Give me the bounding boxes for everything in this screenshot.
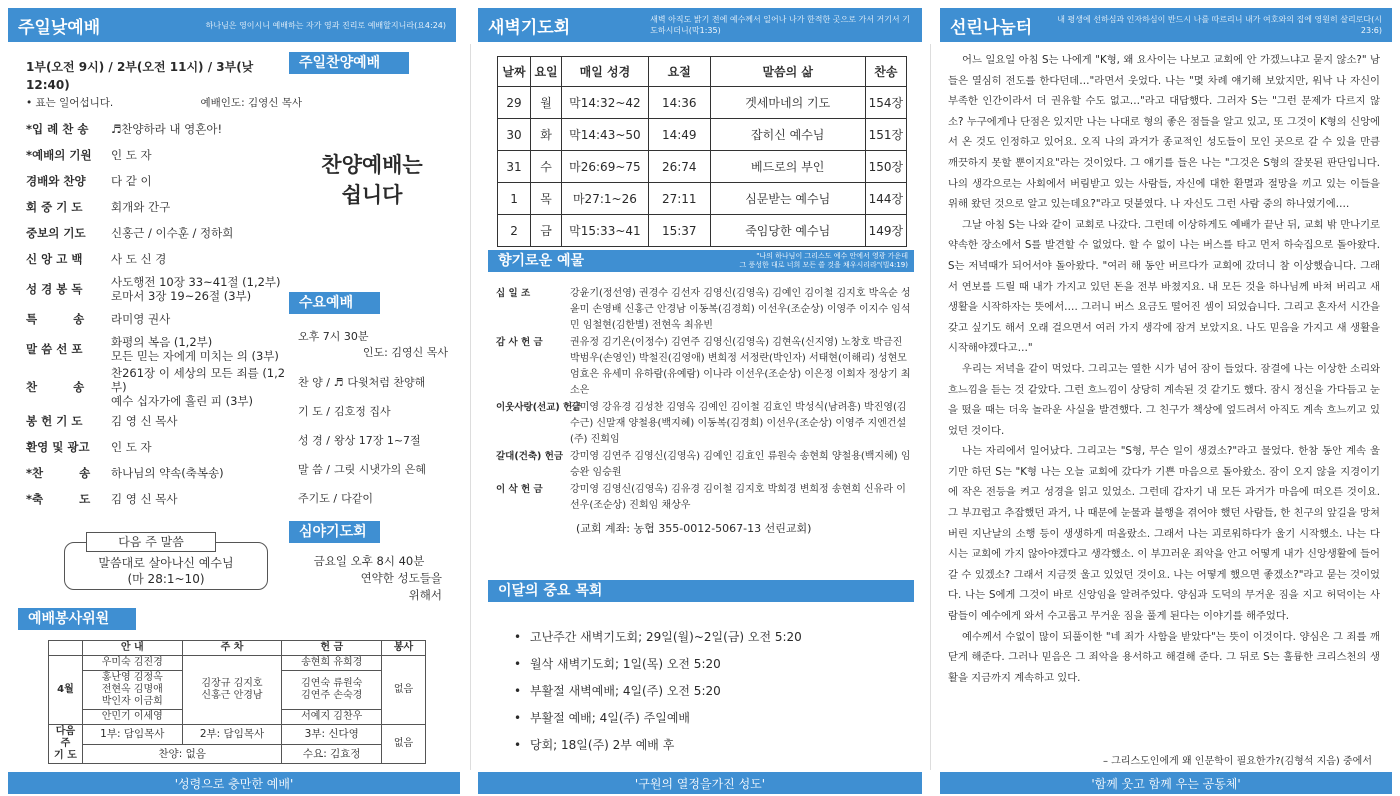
servers-month: 4월 bbox=[49, 656, 83, 725]
next-word-title: 다음 주 말씀 bbox=[86, 532, 216, 552]
night-text-1: 연약한 성도들을 bbox=[360, 571, 442, 585]
offering-names: 권유정 김기은(이정수) 김연주 김영신(김영옥) 김현옥(신지영) 노창호 박금진 박범우(손영인) 박철진(김영애) 변희정 서정란(박인자) 서태현(이해리) 성현모 엄효은 유세미 유하람(유예람) 이나라 이선우(조순상) 이은정 이회자 정상기 최소은 bbox=[570, 337, 911, 396]
offering-row bbox=[496, 286, 914, 334]
essay-paragraph: 나는 자리에서 일어났다. 그리고는 "S형, 무슨 일이 생겼소?"라고 물었다. 한참 동안 계속 울기만 하던 S는 "K형 나는 오늘 교회에 갔다가 기쁜 마음으로 돌아왔소. 잠이 오지 않을 지경이기에 작은 전등을 켜고 성경을 읽고 있었소. 그런데 갑자기 내 모든 과거가 마음에 떠오른 것이요. 그 부끄럽고 추잡했던 과거, 나 때문에 눈물과 불행을 겪어야 했던 사람들, 한 친구의 앞길을 망쳐버린 지난날의 소행 등이 생생하게 떠올랐소. 그래서 나는 괴로워하다가 울기 시작했소. 나는 다시는 교회에 가지 않아야겠다고 생각했소. 이 부끄러운 죄악을 안고 어떻게 내가 신앙생활에 들어갈 수 있겠소? 그래서 지금껏 울고 있었던 것이요. 나는 어떻게 했으면 좋겠소?"라고 묻는 것이었다. 나는 S에게 그것이 바로 신앙임을 알려주었다. 양심과 도덕의 무거운 짐을 지고 허덕이는 사람들이 예수에게 와서 수고롭고 무거운 짐을 풀게 된다는 이야기를 해주었다. bbox=[948, 445, 1380, 623]
night-prayer bbox=[296, 553, 442, 604]
order-label: *축 도 bbox=[26, 492, 91, 506]
news-item: • 고난주간 새벽기도회; 29일(월)~2일(금) 오전 5:20 bbox=[512, 624, 912, 651]
dawn-cell: 1 bbox=[498, 183, 531, 215]
servers-table bbox=[48, 640, 426, 764]
offering-names: 강미영 김연주 김영신(김영옥) 김예인 김효인 류원숙 송현희 양철용(백지혜) 임승완 임승원 bbox=[570, 451, 911, 478]
dawn-cell: 마27:1~26 bbox=[562, 183, 649, 215]
share-title: 선린나눔터 bbox=[950, 17, 1033, 38]
order-list bbox=[26, 116, 288, 512]
wed-label: 말 씀 / bbox=[298, 463, 330, 476]
wed-row bbox=[298, 397, 448, 426]
offering-row bbox=[496, 449, 914, 481]
dawn-cell: 마26:69~75 bbox=[562, 151, 649, 183]
dawn-cell: 겟세마네의 기도 bbox=[710, 87, 865, 119]
wed-row bbox=[298, 426, 448, 455]
offering-header bbox=[488, 250, 914, 272]
offering-label: 십 일 조 bbox=[496, 288, 531, 299]
offering-row bbox=[496, 482, 914, 514]
share-verse: 내 평생에 선하심과 인자하심이 반드시 나를 따르리니 내가 여호와의 집에 영원히 살리로다(시23:6) bbox=[1057, 15, 1382, 35]
wed-time: 오후 7시 30분 bbox=[298, 330, 369, 343]
praise-notice: 찬양예배는 쉽니다 bbox=[321, 153, 423, 207]
guide-1: 우미숙 김진경 bbox=[82, 656, 182, 671]
dawn-row bbox=[498, 119, 907, 151]
service-value: 없음 bbox=[382, 656, 426, 725]
order-label: 찬 송 bbox=[26, 380, 85, 394]
dawn-col-header: 요절 bbox=[648, 57, 710, 87]
dawn-cell: 막14:43~50 bbox=[562, 119, 649, 151]
offering-2: 김연숙 류원숙 김연주 손숙경 bbox=[282, 671, 382, 710]
col-offering: 헌 금 bbox=[282, 641, 382, 656]
wed-value: 다같이 bbox=[341, 492, 373, 505]
dawn-row bbox=[498, 151, 907, 183]
night-prayer-header: 심야기도회 bbox=[289, 521, 380, 543]
order-value: 다 같 이 bbox=[111, 174, 152, 188]
order-value: 김 영 신 목사 bbox=[111, 414, 178, 428]
wed-row bbox=[298, 368, 448, 397]
wed-label: 성 경 / bbox=[298, 434, 330, 447]
wed-label: 기 도 / bbox=[298, 405, 330, 418]
order-row bbox=[26, 142, 288, 168]
essay-paragraph: 예수께서 수없이 많이 되풀이한 "네 죄가 사함을 받았다"는 뜻이 이것이다. 양심은 그 죄를 깨닫게 해준다. 그러나 믿음은 그 죄악을 용서하고 해결해 준다. 그 뒤로 S는 훌륭한 크리스천의 생활을 지금까지 계속하고 있다. bbox=[948, 630, 1380, 684]
dawn-cell: 심문받는 예수님 bbox=[710, 183, 865, 215]
dawn-row bbox=[498, 183, 907, 215]
dawn-col-header: 요일 bbox=[531, 57, 562, 87]
order-label: 성 경 봉 독 bbox=[26, 282, 83, 296]
order-row bbox=[26, 246, 288, 272]
parking-names: 김장규 김지호 신홍근 안경남 bbox=[182, 656, 282, 725]
news-item: • 부활절 예배; 4일(주) 주일예배 bbox=[512, 705, 912, 732]
order-row bbox=[26, 194, 288, 220]
order-value: 라미영 권사 bbox=[111, 312, 171, 326]
offering-names: 강미영 김영신(김영옥) 김유경 김이철 김지호 박희경 변희정 송현희 신유라 이선우(조순상) 진회임 채상우 bbox=[570, 484, 906, 511]
dawn-cell: 154장 bbox=[865, 87, 906, 119]
essay-paragraph: 그날 아침 S는 나와 같이 교회로 나갔다. 그런데 이상하게도 예배가 끝난 뒤, 교회 밖 만나기로 약속한 장소에서 S를 발견할 수 없었다. 할 수 없이 나는 버스를 타고 먼저 하숙집으로 돌아왔다. S는 저녁때가 되어서야 돌아왔다. "여러 해 동안 버르다가 교회에 갔더니 참 이상했습니다. 그래서 연보를 드릴 때 내가 가지고 있던 돈을 전부 바쳤지요. 내 모든 것을 하나님께 바쳐 버리고 새 생활을 시작하자는 뜻에서…. 그러니 버스 요금도 떨어진 셈이 되었습니다. 그리고 혼자서 시간을 갖고 싶기도 해서 오래 걸으면서 여러 가지 생각에 잠겨 보았지요. 나도 믿음을 가지고 새 생활을 시작해야겠다고…" bbox=[948, 218, 1380, 355]
offering-verse: "나의 하나님이 그리스도 예수 안에서 영광 가운데 그 풍성한 대로 너희 모든 쓸 것을 채우시리라"(빌4:19) bbox=[739, 252, 908, 269]
dawn-cell: 30 bbox=[498, 119, 531, 151]
wed-row bbox=[298, 484, 448, 513]
order-row bbox=[26, 332, 288, 366]
order-label: *예배의 기원 bbox=[26, 148, 92, 162]
next-word-ref: (마 28:1~10) bbox=[127, 572, 205, 586]
dawn-cell: 15:37 bbox=[648, 215, 710, 247]
bank-account: (교회 계좌: 농협 355-0012-5067-13 선린교회) bbox=[576, 522, 812, 535]
sunday-worship-title: 주일낮예배 bbox=[18, 17, 101, 38]
dawn-cell: 27:11 bbox=[648, 183, 710, 215]
news-header: 이달의 중요 목회 bbox=[488, 580, 914, 602]
dawn-cell: 베드로의 부인 bbox=[710, 151, 865, 183]
dawn-cell: 화 bbox=[531, 119, 562, 151]
wednesday-worship bbox=[298, 330, 448, 513]
essay-paragraph: 어느 일요일 아침 S는 나에게 "K형, 왜 요사이는 나보고 교회에 안 가겠느냐고 묻지 않소?" 남들은 열심히 전도를 한다던데…"라면서 웃었다. 나는 "몇 차례 얘기해 보았지만, 워낙 나 자신이 부족한 인간이라서 더 권유할 수도 없고…"라고 대답했다. 그러자 S는 "그런 문제가 다르지 않소? 누구에게나 단점은 있지만 나는 나대로 형의 좋은 점들을 알고 있고, 또 그것이 K형의 신앙에서 온 것도 인정하고 있어요. 오직 나의 과거가 종교적인 성도들이 모인 곳으로 갈 수 있을 만큼 깨끗하지 못할 뿐이지요"라는 것이었다. 그 얘기를 들은 나는 "그것은 S형의 잘못된 판단입니다. 나의 생각으로는 사회에서 버림받고 있는 사람들, 자신에 대한 환멸과 절망을 끼고 있는 이들을 위해 왔던 것으로 알고 있는데요?"라고 덧붙였다. 나 자신도 그런 사람 중의 하나였기에…. bbox=[948, 54, 1380, 211]
next-prayer-label: 다음주 기 도 bbox=[49, 725, 83, 764]
footer-left: '성령으로 충만한 예배' bbox=[8, 772, 460, 794]
stand-note: • 표는 일어섭니다. bbox=[26, 97, 114, 109]
dawn-col-header: 날짜 bbox=[498, 57, 531, 87]
dawn-cell: 2 bbox=[498, 215, 531, 247]
order-row bbox=[26, 306, 288, 332]
dawn-col-header: 찬송 bbox=[865, 57, 906, 87]
wed-label: 주기도 / bbox=[298, 492, 338, 505]
news-item: • 월삭 새벽기도회; 1일(목) 오전 5:20 bbox=[512, 651, 912, 678]
wednesday-worship-header: 수요예배 bbox=[289, 292, 380, 314]
service-times: 1부(오전 9시) / 2부(오전 11시) / 3부(낮 12:40) bbox=[26, 60, 254, 92]
dawn-cell: 수 bbox=[531, 151, 562, 183]
dawn-cell: 151장 bbox=[865, 119, 906, 151]
next-prayer-2: 2부: 담임목사 bbox=[182, 725, 282, 745]
dawn-row bbox=[498, 215, 907, 247]
servers-corner bbox=[49, 641, 83, 656]
dawn-cell: 150장 bbox=[865, 151, 906, 183]
order-value: 인 도 자 bbox=[111, 440, 152, 454]
col-service: 봉사 bbox=[382, 641, 426, 656]
dawn-cell: 월 bbox=[531, 87, 562, 119]
wed-label: 찬 양 / ♬ bbox=[298, 376, 344, 389]
night-time: 금요일 오후 8시 40분 bbox=[313, 554, 425, 568]
offering-names: 강미영 강유경 김성찬 김영옥 김예인 김이철 김효인 박성식(남려흥) 박진영(김수근) 신말재 양철용(백지혜) 이동복(김경희) 이선우(조순상) 이영주 지엔건설(주) 진회임 bbox=[570, 402, 907, 445]
dawn-row bbox=[498, 87, 907, 119]
dawn-prayer-header bbox=[478, 8, 922, 42]
wed-row bbox=[298, 455, 448, 484]
col-guide: 안 내 bbox=[82, 641, 182, 656]
order-value: 화평의 복음 (1,2부) 모든 믿는 자에게 미치는 의 (3부) bbox=[111, 335, 279, 363]
footer-middle: '구원의 열정을가진 성도' bbox=[478, 772, 922, 794]
order-value: 하나님의 약속(축복송) bbox=[111, 466, 224, 480]
wed-value: 그릿 시냇가의 은혜 bbox=[333, 463, 426, 476]
dawn-prayer-verse: 새벽 아직도 밝기 전에 예수께서 일어나 나가 한적한 곳으로 가서 거기서 기도하시더니(막1:35) bbox=[650, 15, 910, 35]
dawn-cell: 29 bbox=[498, 87, 531, 119]
essay bbox=[948, 50, 1380, 688]
dawn-cell: 목 bbox=[531, 183, 562, 215]
order-label: 환영 및 광고 bbox=[26, 440, 90, 454]
news-item: • 당회; 18일(주) 2부 예배 후 bbox=[512, 732, 912, 759]
dawn-cell: 금 bbox=[531, 215, 562, 247]
sunday-worship-verse: 하나님은 영이시니 예배하는 자가 영과 진리로 예배할지니라(요4:24) bbox=[205, 20, 446, 30]
offering-3: 서예지 김찬우 bbox=[282, 710, 382, 725]
order-label: 중보의 기도 bbox=[26, 226, 86, 240]
footer-right: '함께 웃고 함께 우는 공동체' bbox=[940, 772, 1392, 794]
order-row bbox=[26, 220, 288, 246]
dawn-cell: 죽임당한 예수님 bbox=[710, 215, 865, 247]
order-row bbox=[26, 486, 288, 512]
dawn-cell: 막15:33~41 bbox=[562, 215, 649, 247]
order-value: 사 도 신 경 bbox=[111, 252, 167, 266]
order-row bbox=[26, 460, 288, 486]
order-value: 김 영 신 목사 bbox=[111, 492, 178, 506]
guide-2: 홍난영 김정옥 전현옥 김명애 박인자 이금희 bbox=[82, 671, 182, 710]
guide-3: 안민기 이세영 bbox=[82, 710, 182, 725]
order-label: 말 씀 선 포 bbox=[26, 342, 83, 356]
offering-names: 강윤기(정선영) 권경수 김선자 김영신(김영옥) 김예인 김이철 김지호 박옥순 성윤미 손영배 신홍근 안경남 이동복(김경희) 이선우(조순상) 이영주 이지수 임석민 임철현(김한별) 전현옥 최유빈 bbox=[570, 288, 911, 331]
next-week-word bbox=[64, 532, 268, 590]
offering-label: 이웃사랑(선교) 헌금 bbox=[496, 402, 582, 413]
order-label: 경배와 찬양 bbox=[26, 174, 86, 188]
order-row bbox=[26, 408, 288, 434]
night-text-2: 위해서 bbox=[408, 588, 442, 602]
news-list bbox=[512, 624, 912, 759]
order-row bbox=[26, 116, 288, 142]
essay-source: – 그리스도인에게 왜 인문학이 필요한가?(김형석 지음) 중에서 bbox=[1102, 756, 1372, 767]
dawn-cell: 14:36 bbox=[648, 87, 710, 119]
wed-value: 왕상 17장 1~7절 bbox=[333, 434, 421, 447]
offering-row bbox=[496, 335, 914, 399]
next-wed: 수요: 김효정 bbox=[282, 744, 382, 764]
dawn-cell: 26:74 bbox=[648, 151, 710, 183]
dawn-cell: 149장 bbox=[865, 215, 906, 247]
order-value: 인 도 자 bbox=[111, 148, 152, 162]
order-label: 특 송 bbox=[26, 312, 85, 326]
order-row bbox=[26, 168, 288, 194]
next-prayer-1: 1부: 담임목사 bbox=[82, 725, 182, 745]
sunday-worship-header bbox=[8, 8, 456, 42]
dawn-cell: 14:49 bbox=[648, 119, 710, 151]
offering-label: 이 삭 헌 금 bbox=[496, 484, 543, 495]
order-value: ♬찬양하라 내 영혼아! bbox=[111, 122, 223, 136]
order-value: 신홍근 / 이수훈 / 정하희 bbox=[111, 226, 234, 240]
wed-leader: 인도: 김영신 목사 bbox=[362, 346, 448, 359]
offering-row bbox=[496, 400, 914, 448]
order-value: 찬261장 이 세상의 모든 죄를 (1,2부) 예수 십자가에 흘린 피 (3부) bbox=[111, 366, 286, 408]
next-word-text: 말씀대로 살아나신 예수님 bbox=[98, 556, 234, 570]
share-header bbox=[940, 8, 1392, 42]
order-value: 사도행전 10장 33~41절 (1,2부) 로마서 3장 19~26절 (3부) bbox=[111, 275, 281, 303]
wed-value: 다윗처럼 찬양해 bbox=[347, 376, 426, 389]
offering-label: 갈대(건축) 헌금 bbox=[496, 451, 564, 462]
order-row bbox=[26, 366, 288, 408]
sunday-worship-order bbox=[26, 58, 302, 512]
dawn-table bbox=[497, 56, 907, 247]
order-label: 신 앙 고 백 bbox=[26, 252, 83, 266]
praise-worship-header: 주일찬양예배 bbox=[289, 52, 409, 74]
offering-list bbox=[496, 286, 914, 536]
dawn-cell: 잡히신 예수님 bbox=[710, 119, 865, 151]
order-row bbox=[26, 272, 288, 306]
order-label: *입 례 찬 송 bbox=[26, 122, 89, 136]
dawn-col-header: 매일 성경 bbox=[562, 57, 649, 87]
wed-value: 김호정 집사 bbox=[333, 405, 391, 418]
order-row bbox=[26, 434, 288, 460]
offering-1: 송현희 유희경 bbox=[282, 656, 382, 671]
order-label: 회 중 기 도 bbox=[26, 200, 83, 214]
dawn-col-header: 말씀의 삶 bbox=[710, 57, 865, 87]
order-value: 회개와 간구 bbox=[111, 200, 171, 214]
next-service-value: 없음 bbox=[382, 725, 426, 764]
news-item: • 부활절 새벽예배; 4일(주) 오전 5:20 bbox=[512, 678, 912, 705]
next-prayer-3: 3부: 신다영 bbox=[282, 725, 382, 745]
dawn-cell: 31 bbox=[498, 151, 531, 183]
offering-title: 향기로운 예물 bbox=[498, 253, 585, 269]
dawn-prayer-title: 새벽기도회 bbox=[488, 17, 571, 38]
order-label: 봉 헌 기 도 bbox=[26, 414, 83, 428]
servers-header: 예배봉사위원 bbox=[18, 608, 136, 630]
worship-leader: 예배인도: 김영신 목사 bbox=[200, 97, 302, 109]
essay-paragraph: 우리는 저녁을 같이 먹었다. 그리고는 열한 시가 넘어 잠이 들었다. 잠결에 나는 이상한 소리와 흐느낌을 듣는 것 같았다. 그런 흐느낌이 상당히 계속된 것 같기도 했다. 잠시 정신을 가다듬고 눈을 떴을 때는 더욱 놀라운 사실을 발견했다. 그 친구가 책상에 엎드려서 아직도 계속 흐느끼고 있었던 것이다. bbox=[948, 362, 1380, 437]
dawn-cell: 144장 bbox=[865, 183, 906, 215]
order-label: *찬 송 bbox=[26, 466, 91, 480]
col-parking: 주 차 bbox=[182, 641, 282, 656]
dawn-cell: 막14:32~42 bbox=[562, 87, 649, 119]
next-praise: 찬양: 없음 bbox=[82, 744, 281, 764]
wed-list bbox=[298, 368, 448, 513]
offering-label: 감 사 헌 금 bbox=[496, 337, 543, 348]
